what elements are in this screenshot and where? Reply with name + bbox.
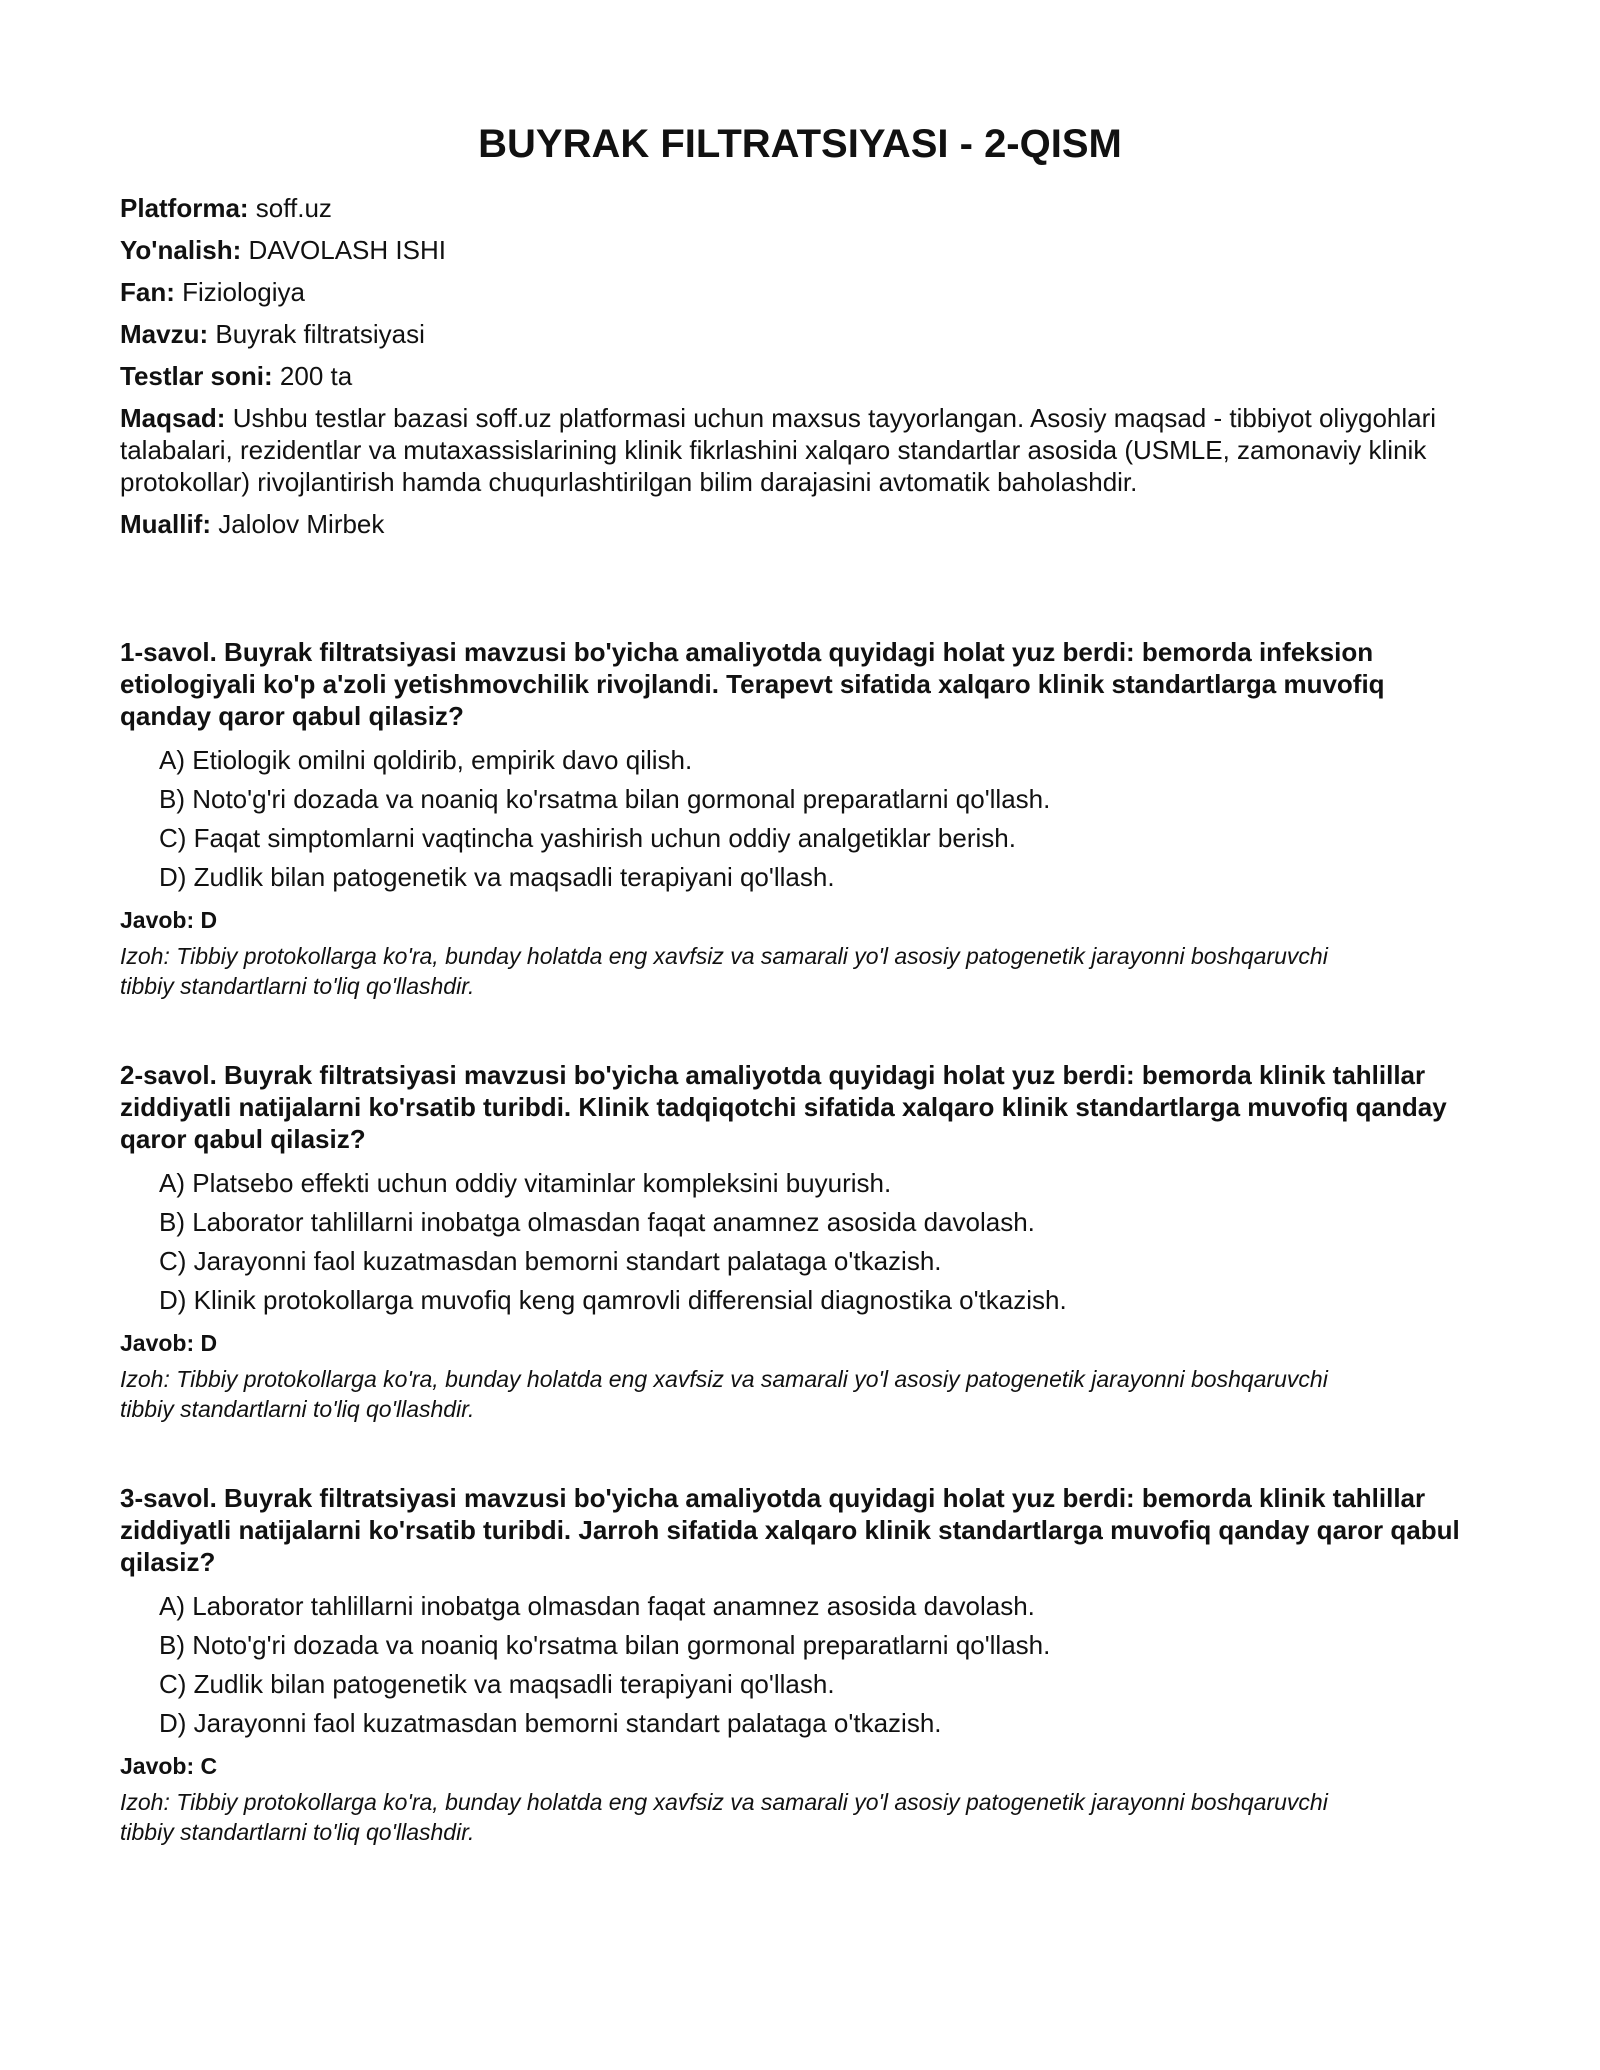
document-page bbox=[120, 118, 1480, 1905]
option-c: C) Zudlik bilan patogenetik va maqsadli terapiyani qo'llash. bbox=[159, 1669, 835, 1699]
option-d: D) Jarayonni faol kuzatmasdan bemorni standart palataga o'tkazish. bbox=[159, 1708, 942, 1738]
meta-label: Yo'nalish: bbox=[120, 235, 242, 265]
question-text: 2-savol. Buyrak filtratsiyasi mavzusi bo'yicha amaliyotda quyidagi holat yuz berdi: bemorda klinik tahlillar ziddiyatli natijalarni ko'rsatib turibdi. Klinik tadqiqotchi sifatida xalqaro klinik standartlarga muvofiq qanday qaror qabul qilasiz? bbox=[120, 1060, 1447, 1154]
answer-label: Javob: D bbox=[120, 1330, 218, 1356]
meta-value: 200 ta bbox=[272, 361, 353, 391]
meta-label: Muallif: bbox=[120, 509, 211, 539]
option-b: B) Laborator tahlillarni inobatga olmasdan faqat anamnez asosida davolash. bbox=[159, 1207, 1035, 1237]
document-title: BUYRAK FILTRATSIYASI - 2-QISM bbox=[478, 122, 1122, 166]
meta-test-count bbox=[120, 360, 1480, 392]
question-text: 3-savol. Buyrak filtratsiyasi mavzusi bo'yicha amaliyotda quyidagi holat yuz berdi: bemorda klinik tahlillar ziddiyatli natijalarni ko'rsatib turibdi. Jarroh sifatida xalqaro klinik standartlarga muvofiq qanday qaror qabul qilasiz? bbox=[120, 1483, 1460, 1577]
explanation-text: Izoh: Tibbiy protokollarga ko'ra, bunday holatda eng xavfsiz va samarali yo'l asosiy patogenetik jarayonni boshqaruvchi tibbiy standartlarni to'liq qo'llashdir. bbox=[120, 1789, 1328, 1845]
meta-value: DAVOLASH ISHI bbox=[241, 235, 446, 265]
question-3 bbox=[120, 1482, 1480, 1847]
metadata-block bbox=[120, 192, 1480, 540]
meta-goal bbox=[120, 402, 1460, 498]
option-a: A) Platsebo effekti uchun oddiy vitaminlar kompleksini buyurish. bbox=[159, 1168, 892, 1198]
option-c: C) Jarayonni faol kuzatmasdan bemorni standart palataga o'tkazish. bbox=[159, 1246, 942, 1276]
question-2 bbox=[120, 1059, 1480, 1424]
option-a: A) Laborator tahlillarni inobatga olmasdan faqat anamnez asosida davolash. bbox=[159, 1591, 1035, 1621]
meta-author bbox=[120, 508, 1480, 540]
meta-value: Buyrak filtratsiyasi bbox=[208, 319, 425, 349]
meta-subject bbox=[120, 276, 1480, 308]
answer-label: Javob: C bbox=[120, 1753, 218, 1779]
options-list bbox=[159, 744, 1480, 893]
question-text: 1-savol. Buyrak filtratsiyasi mavzusi bo'yicha amaliyotda quyidagi holat yuz berdi: bemorda infeksion etiologiyali ko'p a'zoli yetishmovchilik rivojlandi. Terapevt sifatida xalqaro klinik standartlarga muvofiq qanday qaror qabul qilasiz? bbox=[120, 637, 1385, 731]
options-list bbox=[159, 1590, 1480, 1739]
option-b: B) Noto'g'ri dozada va noaniq ko'rsatma bilan gormonal preparatlarni qo'llash. bbox=[159, 1630, 1051, 1660]
question-1 bbox=[120, 636, 1480, 1001]
option-d: D) Klinik protokollarga muvofiq keng qamrovli differensial diagnostika o'tkazish. bbox=[159, 1285, 1067, 1315]
meta-direction bbox=[120, 234, 1480, 266]
explanation-text: Izoh: Tibbiy protokollarga ko'ra, bunday holatda eng xavfsiz va samarali yo'l asosiy patogenetik jarayonni boshqaruvchi tibbiy standartlarni to'liq qo'llashdir. bbox=[120, 943, 1328, 999]
option-a: A) Etiologik omilni qoldirib, empirik davo qilish. bbox=[159, 745, 693, 775]
meta-label: Platforma: bbox=[120, 193, 249, 223]
meta-label: Maqsad: bbox=[120, 403, 226, 433]
meta-topic bbox=[120, 318, 1480, 350]
answer-label: Javob: D bbox=[120, 907, 218, 933]
meta-value: Fiziologiya bbox=[174, 277, 305, 307]
option-d: D) Zudlik bilan patogenetik va maqsadli terapiyani qo'llash. bbox=[159, 862, 835, 892]
meta-label: Mavzu: bbox=[120, 319, 209, 349]
meta-value: Ushbu testlar bazasi soff.uz platformasi uchun maxsus tayyorlangan. Asosiy maqsad - tibbiyot oliygohlari talabalari, rezidentlar va mutaxassislarining klinik fikrlashini xalqaro standartlar asosida (USMLE, zamonaviy klinik protokollar) rivojlantirish hamda chuqurlashtirilgan bilim darajasini avtomatik baholashdir. bbox=[120, 403, 1437, 497]
meta-label: Fan: bbox=[120, 277, 175, 307]
meta-value: soff.uz bbox=[248, 193, 332, 223]
meta-value: Jalolov Mirbek bbox=[211, 509, 385, 539]
meta-platform bbox=[120, 192, 1480, 224]
explanation-text: Izoh: Tibbiy protokollarga ko'ra, bunday holatda eng xavfsiz va samarali yo'l asosiy patogenetik jarayonni boshqaruvchi tibbiy standartlarni to'liq qo'llashdir. bbox=[120, 1366, 1328, 1422]
options-list bbox=[159, 1167, 1480, 1316]
question-list bbox=[120, 636, 1480, 1847]
option-c: C) Faqat simptomlarni vaqtincha yashirish uchun oddiy analgetiklar berish. bbox=[159, 823, 1016, 853]
option-b: B) Noto'g'ri dozada va noaniq ko'rsatma bilan gormonal preparatlarni qo'llash. bbox=[159, 784, 1051, 814]
meta-label: Testlar soni: bbox=[120, 361, 273, 391]
